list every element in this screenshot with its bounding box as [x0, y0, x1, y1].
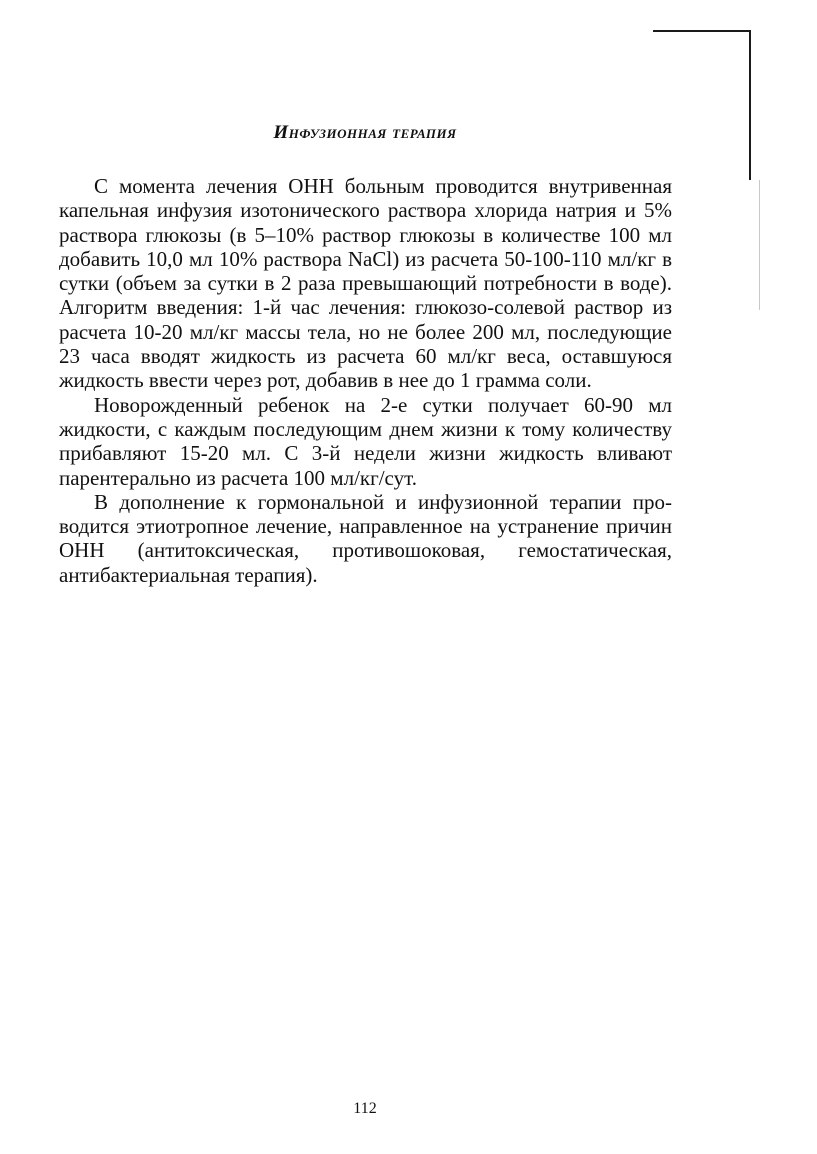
section-heading: Инфузионная терапия: [273, 122, 457, 143]
paragraph-etiotropic: В дополнение к гормональной и инфузионной терапии проводится этиотропное лечение, направленное на устранение причин ОНН (антитоксическая, противошоковая, гемостатическая, антибактериальная терапия).: [59, 489, 672, 587]
corner-rule-shadow: [759, 180, 760, 310]
body-text: [59, 174, 672, 587]
page-number: 112: [353, 1100, 377, 1117]
paragraph-infusion: С момента лечения ОНН больным проводится внутривенная капельная инфузия изотонического раствора хлорида натрия и 5% раствора глюкозы (в 5–10% раствор глюкозы в количестве 100 мл добавить 10,0 мл 10% раствора NaCl) из расчета 50-100-110 мл/кг в сутки (объем за сутки в 2 раза превышающий потребности в воде). Алгоритм введения: 1-й час лечения: глюкозо-солевой раствор из расчета 10-20 мл/кг массы тела, но не более 200 мл, последующие 23 часа вводят жидкость из расчета 60 мл/кг веса, оставшуюся жидкость ввести через рот, добавив в нее до 1 грамма соли.: [59, 174, 672, 393]
paragraph-newborn: Новорожденный ребенок на 2-е сутки получает 60-90 мл жидкости, с каждым последующим днем жизни к тому количеству прибавляют 15-20 мл. С 3-й недели жизни жидкость вливают парентерально из расчета 100 мл/кг/сут.: [59, 392, 672, 490]
corner-rule-vertical: [749, 30, 751, 180]
corner-rule-horizontal: [653, 30, 751, 32]
